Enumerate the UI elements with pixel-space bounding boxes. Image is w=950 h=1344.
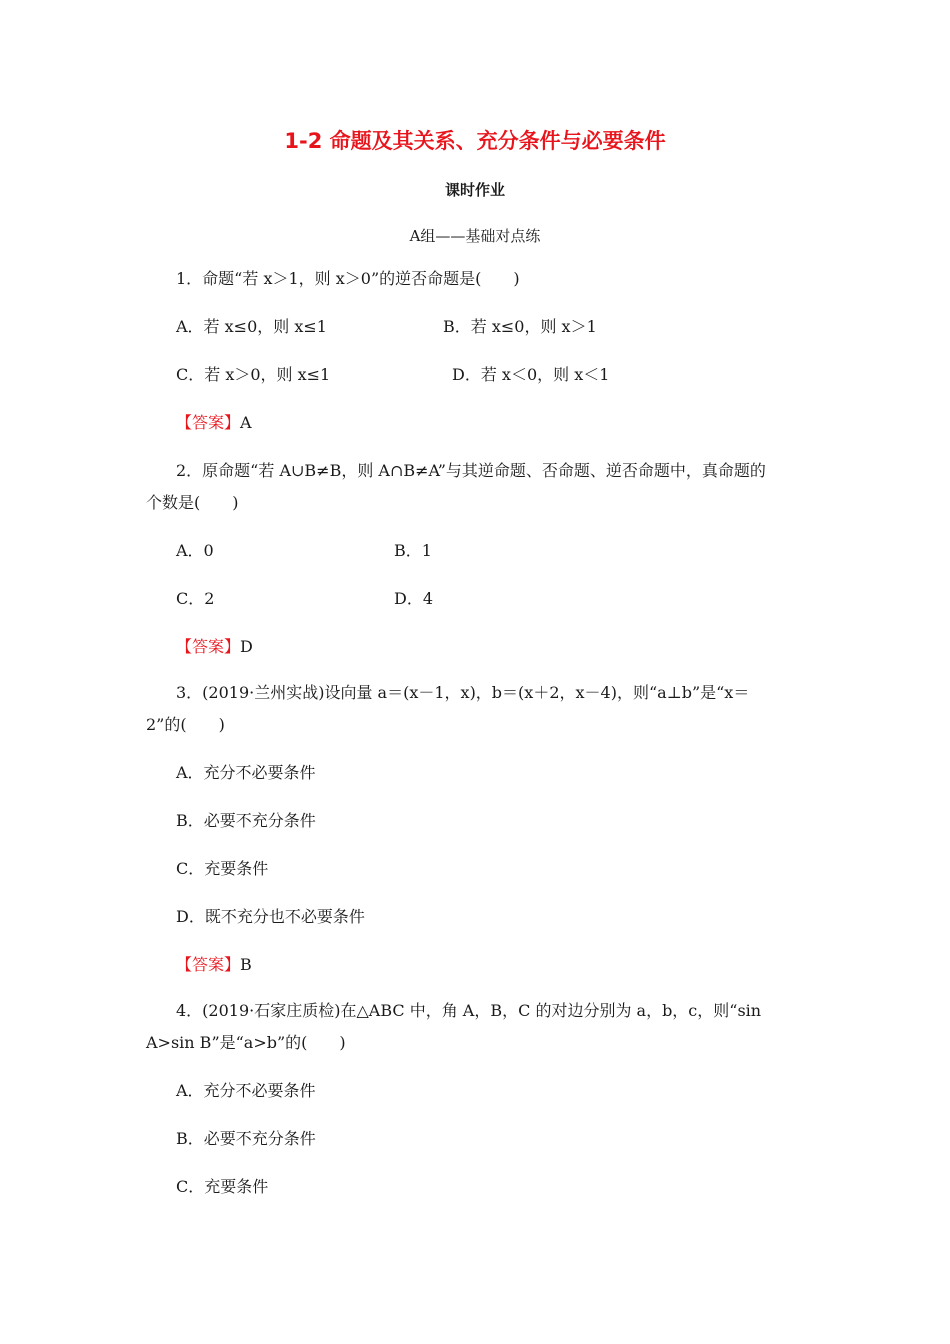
answer-value: D xyxy=(240,637,253,656)
question-1-option-a: A．若 x≤0，则 x≤1 xyxy=(176,317,327,336)
question-2-option-a: A．0 xyxy=(176,541,214,560)
question-3-option-b: B．必要不充分条件 xyxy=(176,811,316,830)
question-3-answer xyxy=(176,955,252,975)
page-title: 1-2 命题及其关系、充分条件与必要条件 xyxy=(284,129,666,153)
question-4-option-b: B．必要不充分条件 xyxy=(176,1129,316,1148)
question-4-option-a: A．充分不必要条件 xyxy=(176,1081,316,1100)
question-3-option-c: C．充要条件 xyxy=(176,859,269,878)
subtitle: 课时作业 xyxy=(444,181,505,199)
question-3-stem-cont: 2”的( ) xyxy=(146,715,225,734)
question-2-answer xyxy=(176,637,253,657)
group-heading: A组——基础对点练 xyxy=(409,227,541,245)
question-2-option-b: B．1 xyxy=(394,541,432,560)
question-3-option-d: D．既不充分也不必要条件 xyxy=(176,907,365,926)
question-4-stem: 4．(2019·石家庄质检)在△ABC 中，角 A，B，C 的对边分别为 a，b，c，则“sin xyxy=(176,1001,762,1020)
question-1-option-c: C．若 x＞0，则 x≤1 xyxy=(176,365,331,384)
answer-tag: 【答案】 xyxy=(176,637,241,656)
answer-tag: 【答案】 xyxy=(176,413,241,432)
question-3-stem: 3．(2019·兰州实战)设向量 a＝(x－1，x)，b＝(x＋2，x－4)，则“a⊥b”是“x＝ xyxy=(176,683,750,702)
question-1-answer xyxy=(176,413,252,433)
question-1-option-b: B．若 x≤0，则 x＞1 xyxy=(443,317,597,336)
question-1-option-d: D．若 x＜0，则 x＜1 xyxy=(452,365,610,384)
question-1-stem: 1．命题“若 x＞1，则 x＞0”的逆否命题是( ) xyxy=(176,269,520,288)
question-2-stem-cont: 个数是( ) xyxy=(146,493,239,512)
answer-tag: 【答案】 xyxy=(176,955,241,974)
question-3-option-a: A．充分不必要条件 xyxy=(176,763,316,782)
answer-value: A xyxy=(240,413,252,432)
question-2-stem: 2．原命题“若 A∪B≠B，则 A∩B≠A”与其逆命题、否命题、逆否命题中，真命题的 xyxy=(176,461,766,480)
question-4-stem-cont: A>sin B”是“a>b”的( ) xyxy=(146,1033,346,1052)
question-4-option-c: C．充要条件 xyxy=(176,1177,269,1196)
question-2-option-d: D．4 xyxy=(394,589,434,608)
answer-value: B xyxy=(240,955,252,974)
question-2-option-c: C．2 xyxy=(176,589,215,608)
